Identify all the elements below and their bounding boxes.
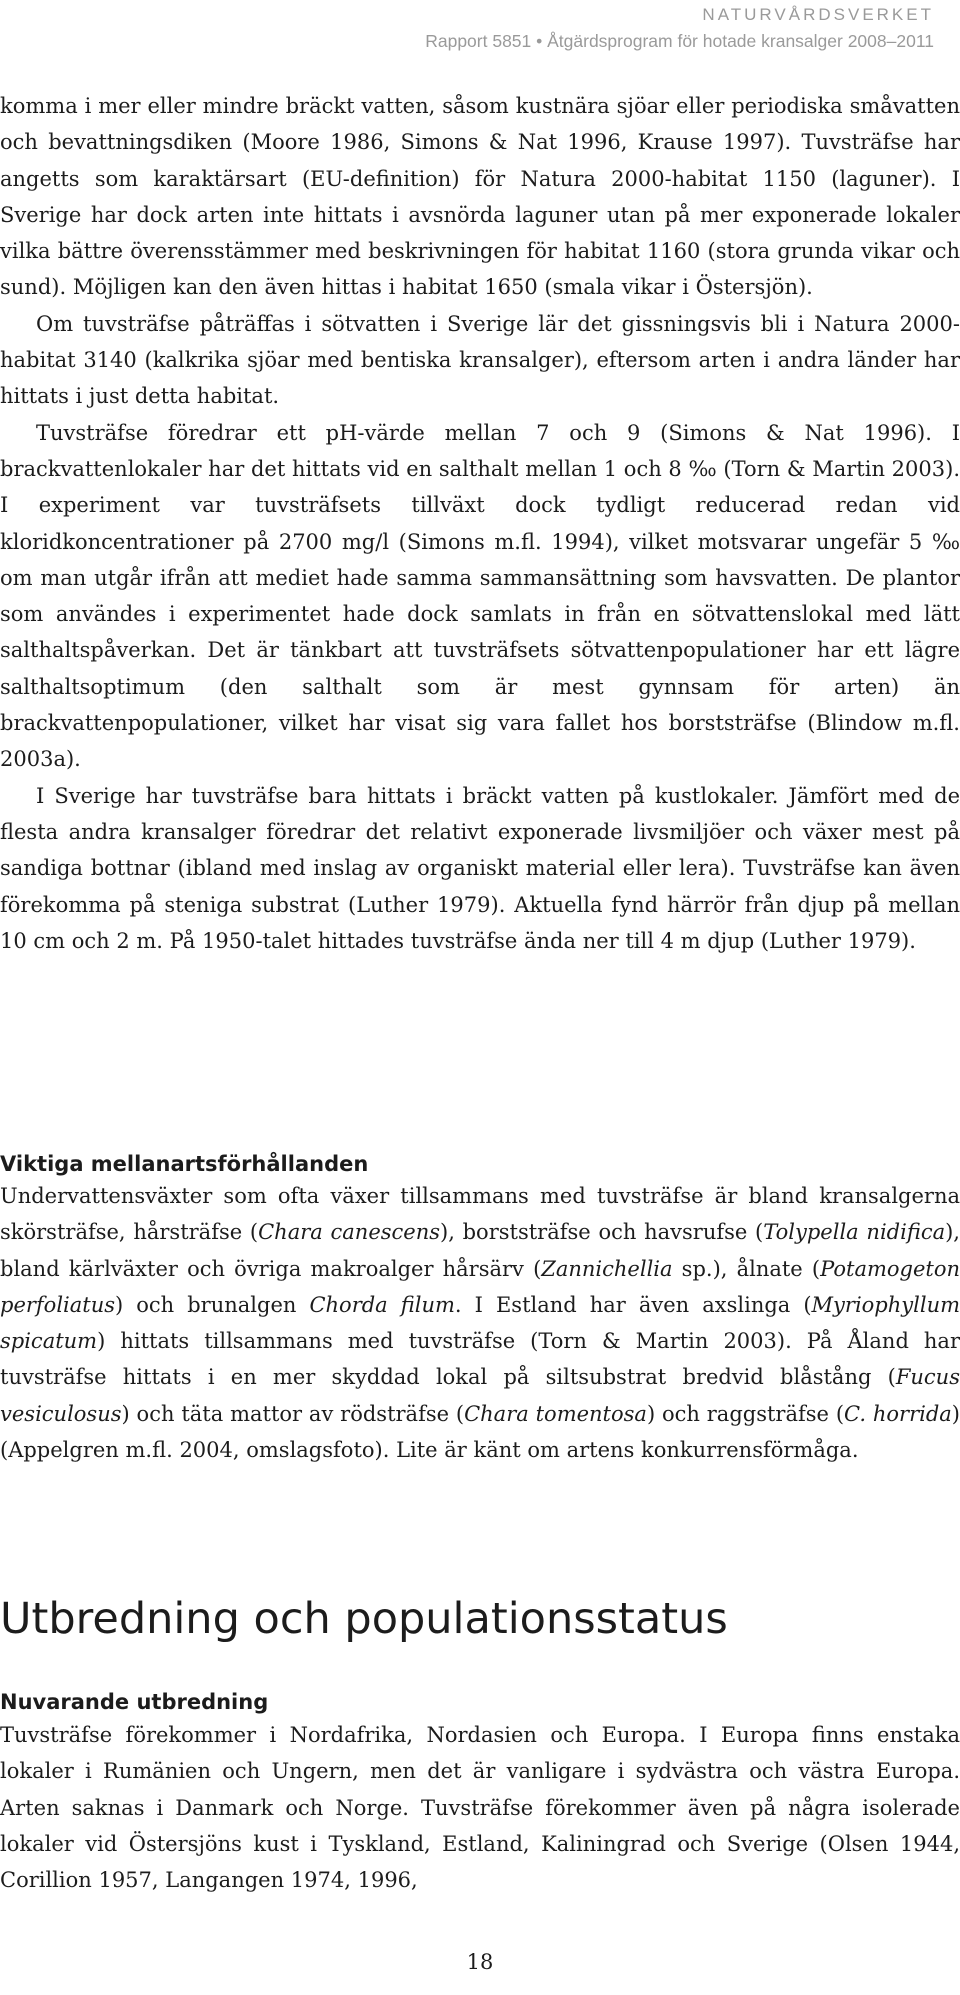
species-name: Fucus vesiculosus xyxy=(0,1365,960,1426)
paragraph: Tuvsträfse föredrar ett pH-värde mellan 7 och 9 (Simons & Nat 1996). I brackvattenlokaler har det hittats vid en salthalt mellan 1 och 8 ‰ (Torn & Martin 2003). I experiment var tuvsträfsets tillväxt dock tydligt reducerad redan vid kloridkoncentrationer på 2700 mg/l (Simons m.fl. 1994), vilket motsvarar ungefär 5 ‰ om man utgår ifrån att mediet hade samma sammansättning som havsvatten. De plantor som användes i experimentet hade dock samlats in från en sötvattenslokal med lätt salthaltspåverkan. Det är tänkbart att tuvsträfsets sötvattenpopulationer har ett lägre salthaltsoptimum (den salthalt som är mest gynnsam för arten) än brackvattenpopulationer, vilket har visat sig vara fallet hos borststräfse (Blindow m.fl. 2003a). xyxy=(0,420,960,772)
body-text-section-3 xyxy=(0,1717,960,1898)
species-name: Myriophyllum spicatum xyxy=(0,1292,960,1354)
header-report-title: Rapport 5851 • Åtgärdsprogram för hotade kransalger 2008–2011 xyxy=(425,31,934,51)
species-name: Chara tomentosa xyxy=(464,1401,647,1426)
subheading-interspecies: Viktiga mellanartsförhållanden xyxy=(0,1152,369,1176)
species-name: C. horrida xyxy=(844,1401,952,1426)
subheading-current-distribution: Nuvarande utbredning xyxy=(0,1690,269,1714)
running-header xyxy=(425,0,934,52)
paragraph: Om tuvsträfse påträffas i sötvatten i Sverige lär det gissningsvis bli i Natura 2000-habitat 3140 (kalkrika sjöar med bentiska kransalger), eftersom arten i andra länder har hittats i just detta habitat. xyxy=(0,311,960,409)
paragraph: komma i mer eller mindre bräckt vatten, såsom kustnära sjöar eller periodiska småvatten och bevattningsdiken (Moore 1986, Simons & Nat 1996, Krause 1997). Tuvsträfse har angetts som karaktärsart (EU-definition) för Natura 2000-habitat 1150 (laguner). I Sverige har dock arten inte hittats i avsnörda laguner utan på mer exponerade lokaler vilka bättre överensstämmer med beskrivningen för habitat 1160 (stora grunda vikar och sund). Möjligen kan den även hittas i habitat 1650 (smala vikar i Östersjön). xyxy=(0,94,960,300)
section-heading: Utbredning och populationsstatus xyxy=(0,1594,728,1644)
page-number: 18 xyxy=(466,1950,494,1974)
species-name: Tolypella nidifica xyxy=(763,1220,946,1245)
species-name: Potamogeton perfoliatus xyxy=(0,1256,960,1317)
body-text-section-2 xyxy=(0,1178,960,1468)
species-name: Chorda filum xyxy=(309,1292,455,1317)
paragraph: Undervattensväxter som ofta växer tillsammans med tuvsträfse är bland kransalgerna skörsträfse, hårsträfse (Chara canescens), borststräfse och havsrufse (Tolypella nidifica), bland kärlväxter och övriga makroalger hårsärv (Zannichellia sp.), ålnate (Potamogeton perfoliatus) och brunalgen Chorda filum. I Estland har även axslinga (Myriophyllum spicatum) hittats tillsammans med tuvsträfse (Torn & Martin 2003). På Åland har tuvsträfse hittats i en mer skyddad lokal på siltsubstrat bredvid blåstång (Fucus vesiculosus) och täta mattor av rödsträfse (Chara tomentosa) och raggsträfse (C. horrida) (Appelgren m.fl. 2004, omslagsfoto). Lite är känt om artens konkurrensförmåga. xyxy=(0,1184,960,1463)
paragraph: Tuvsträfse förekommer i Nordafrika, Nordasien och Europa. I Europa finns enstaka lokaler i Rumänien och Ungern, men det är vanligare i sydvästra och västra Europa. Arten saknas i Danmark och Norge. Tuvsträfse förekommer även på några isolerade lokaler vid Östersjöns kust i Tyskland, Estland, Kaliningrad och Sverige (Olsen 1944, Corillion 1957, Langangen 1974, 1996, xyxy=(0,1723,960,1893)
species-name: Zannichellia xyxy=(541,1256,673,1281)
header-organization: NATURVÅRDSVERKET xyxy=(702,5,934,24)
body-text-section-1 xyxy=(0,88,960,959)
species-name: Chara canescens xyxy=(258,1220,441,1245)
paragraph: I Sverige har tuvsträfse bara hittats i bräckt vatten på kustlokaler. Jämfört med de flesta andra kransalger föredrar det relativt exponerade livsmiljöer och växer mest på sandiga bottnar (ibland med inslag av organiskt material eller lera). Tuvsträfse kan även förekomma på steniga substrat (Luther 1979). Aktuella fynd härrör från djup på mellan 10 cm och 2 m. På 1950-talet hittades tuvsträfse ända ner till 4 m djup (Luther 1979). xyxy=(0,783,960,953)
